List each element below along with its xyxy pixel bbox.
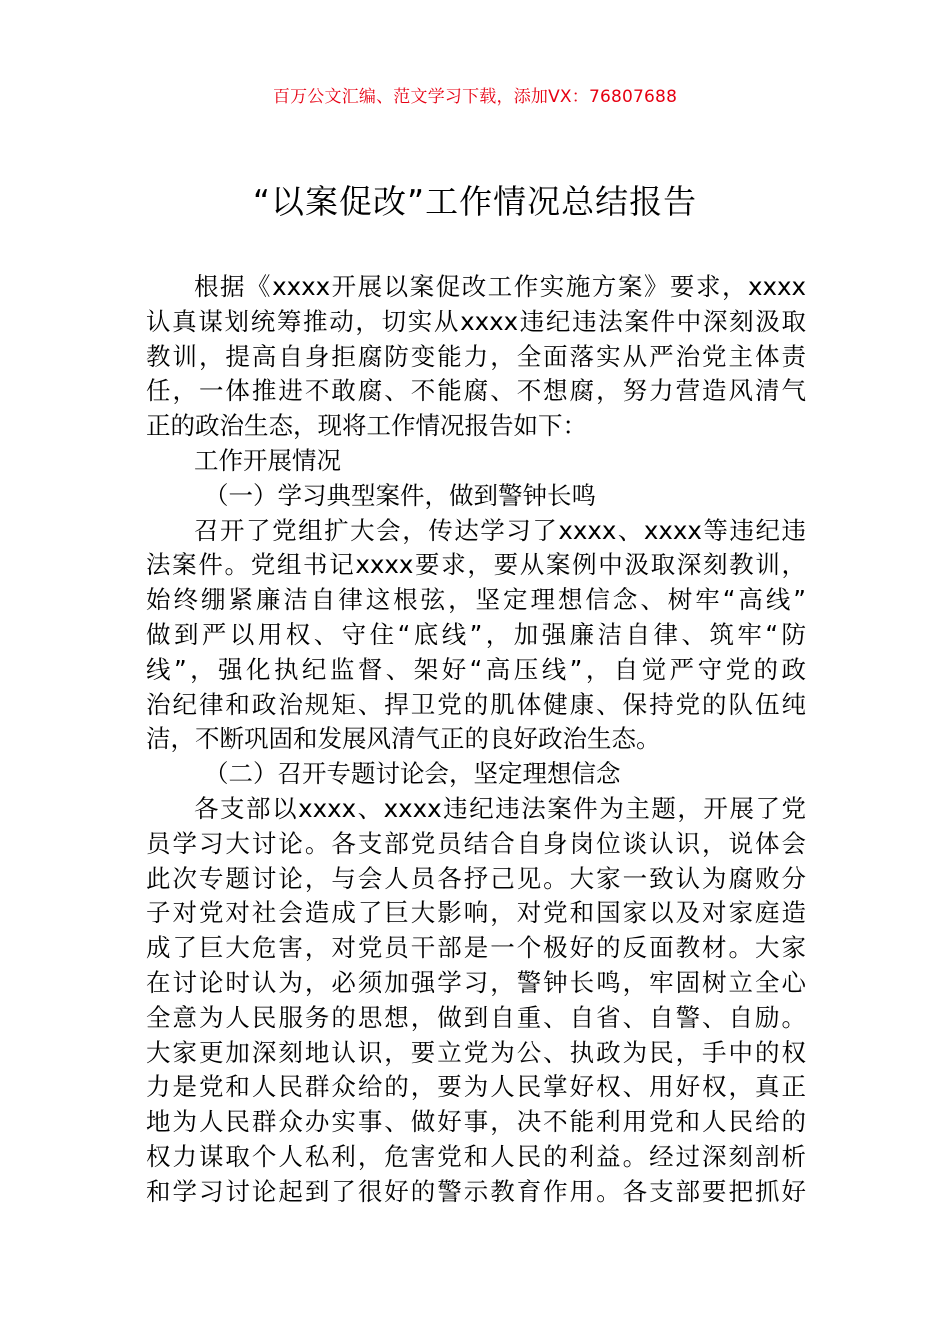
body-line: 洁，不断巩固和发展风清气正的良好政治生态。 — [146, 724, 661, 754]
body-line: 成了巨大危害，对党员干部是一个极好的反面教材。大家 — [146, 933, 806, 963]
body-line: 工作开展情况 — [194, 445, 341, 475]
body-line: 子对党对社会造成了巨大影响，对党和国家以及对家庭造 — [146, 898, 806, 928]
body-line: 和学习讨论起到了很好的警示教育作用。各支部要把抓好 — [146, 1176, 806, 1206]
body-line: 此次专题讨论，与会人员各抒己见。大家一致认为腐败分 — [146, 863, 806, 893]
body-line: 地为人民群众办实事、做好事，决不能利用党和人民给的 — [146, 1107, 806, 1137]
body-line: 法案件。党组书记xxxx要求，要从案例中汲取深刻教训， — [146, 550, 806, 580]
body-line: 召开了党组扩大会，传达学习了xxxx、xxxx等违纪违 — [194, 515, 806, 545]
body-line: 权力谋取个人私利，危害党和人民的利益。经过深刻剖析 — [146, 1141, 806, 1171]
body-line: （二）召开专题讨论会，坚定理想信念 — [204, 759, 621, 789]
body-line: 做到严以用权、守住“底线”，加强廉洁自律、筑牢“防 — [146, 619, 806, 649]
body-line: 全意为人民服务的思想，做到自重、自省、自警、自励。 — [146, 1002, 806, 1032]
body-line: （一）学习典型案件，做到警钟长鸣 — [204, 480, 596, 510]
body-line: 任，一体推进不敢腐、不能腐、不想腐，努力营造风清气 — [146, 376, 806, 406]
body-line: 线”，强化执纪监督、架好“高压线”，自觉严守党的政 — [146, 654, 806, 684]
document-body — [146, 270, 806, 1210]
body-line: 力是党和人民群众给的，要为人民掌好权、用好权，真正 — [146, 1072, 806, 1102]
body-line: 治纪律和政治规矩、捍卫党的肌体健康、保持党的队伍纯 — [146, 689, 806, 719]
body-line: 大家更加深刻地认识，要立党为公、执政为民，手中的权 — [146, 1037, 806, 1067]
body-line: 认真谋划统筹推动，切实从xxxx违纪违法案件中深刻汲取 — [146, 306, 806, 336]
body-line: 在讨论时认为，必须加强学习，警钟长鸣，牢固树立全心 — [146, 967, 806, 997]
body-line: 始终绷紧廉洁自律这根弦，坚定理想信念、树牢“高线” — [146, 585, 806, 615]
body-line: 教训，提高自身拒腐防变能力，全面落实从严治党主体责 — [146, 341, 806, 371]
body-line: 各支部以xxxx、xxxx违纪违法案件为主题，开展了党 — [194, 793, 806, 823]
body-line: 正的政治生态，现将工作情况报告如下： — [146, 411, 587, 441]
document-title: “以案促改”工作情况总结报告 — [252, 182, 698, 221]
body-line: 员学习大讨论。各支部党员结合自身岗位谈认识，说体会 — [146, 828, 806, 858]
body-line: 根据《xxxx开展以案促改工作实施方案》要求，xxxx — [194, 272, 806, 301]
header-watermark-note: 百万公文汇编、范文学习下载，添加VX：76807688 — [272, 87, 678, 107]
